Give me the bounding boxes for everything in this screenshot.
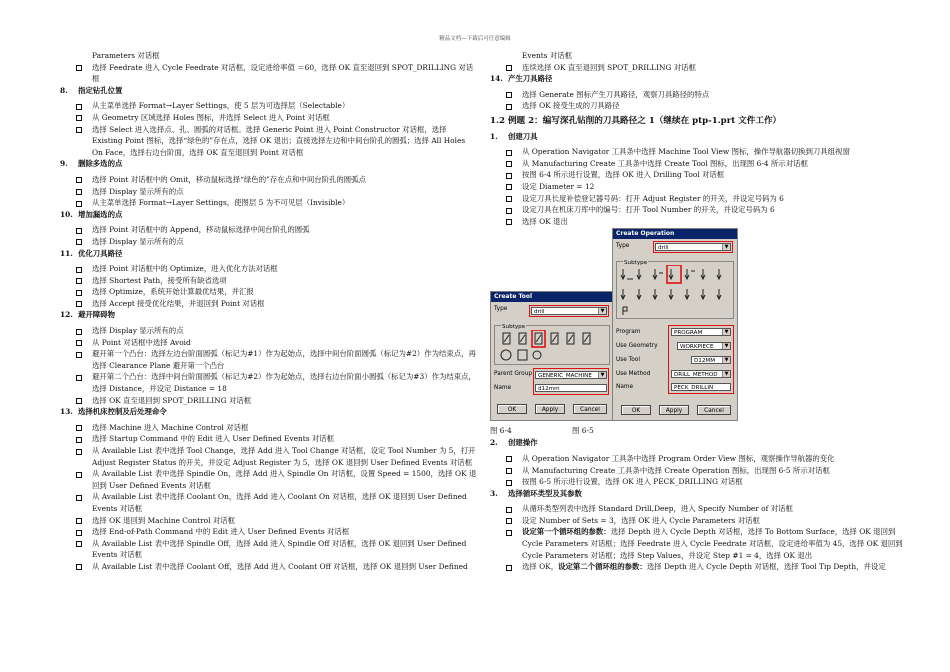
type-label: Type [494, 306, 508, 313]
item-text: 按图 6-5 所示进行设置，选择 OK 进入 PECK_DRILLING 对话框 [522, 477, 743, 487]
highlight-box [529, 305, 609, 317]
type-label: Type [616, 243, 630, 250]
bullet-item [60, 422, 478, 434]
item-text: 选择 Display 显示所有的点 [92, 186, 184, 196]
geometry-select[interactable]: WORKPIECE ▼ [677, 342, 731, 350]
item-text: 从主菜单选择 Format→Layer Settings，使 5 层为可选择层（Selectable） [92, 101, 350, 111]
figures-area [490, 227, 910, 425]
chevron-down-icon: ▼ [722, 357, 730, 363]
program-label: Program [616, 329, 641, 336]
section-heading [490, 131, 910, 143]
bullet-item [60, 174, 478, 186]
bullet-item [60, 275, 478, 287]
bullet-item [490, 465, 910, 477]
parent-group-label: Parent Group [494, 371, 533, 378]
item-text: 选择 Accept 接受优化结果，并退回到 Point 对话框 [92, 298, 265, 308]
bullet-item [60, 468, 478, 491]
item-text: 从 Available List 表中选择 Coolant Off，选择 Add 进入 Coolant Off 对话框，选择 OK 退回到 User Defined [92, 561, 468, 571]
bullet-item [490, 216, 910, 228]
name-label: Name [616, 384, 634, 391]
bullet-item [60, 124, 478, 159]
bullet-item [490, 89, 910, 101]
section-number: 14. [490, 74, 503, 84]
cancel-button[interactable]: Cancel [697, 405, 731, 415]
item-prefix: 选择 OK， [522, 562, 559, 572]
section-heading [490, 488, 910, 500]
item-bold-prefix: 设定第一个循环组的参数： [522, 527, 611, 537]
dialog-title: Create Tool [491, 292, 613, 302]
bullet-item [60, 186, 478, 198]
tool-select[interactable]: D12MM ▼ [691, 356, 731, 364]
create-operation-dialog [612, 228, 738, 421]
section-number: 9. [60, 159, 68, 169]
item-text: 从循环类型列表中选择 Standard Drill,Deep，进入 Specify Number of 对话框 [522, 504, 793, 514]
right-top-text [490, 50, 910, 227]
subtype-label: Subtype [501, 322, 526, 334]
item-text: 从 Geometry 区域选择 Holes 图标，并选择 Select 进入 Point 对话框 [92, 112, 330, 122]
bullet-item [60, 371, 478, 394]
paragraph-continuation: Parameters 对话框 [92, 51, 160, 60]
section-title: 产生刀具路径 [508, 74, 553, 84]
item-text: 从 Manufacturing Create 工具条中选择 Create Tool 图标，出现图 6-4 所示对话框 [522, 158, 808, 168]
bullet-item [490, 204, 910, 216]
item-text: 选择 Feedrate 进入 Cycle Feedrate 对话框，设定进给率值 ＝60，选择 OK 直至退回到 SPOT_DRILLING 对话框 [92, 62, 474, 84]
item-text: 设定 Diameter = 12 [522, 181, 595, 191]
section-heading [60, 248, 478, 260]
dialog-title: Create Operation [613, 229, 737, 239]
bullet-item [490, 453, 910, 465]
bullet-item [60, 100, 478, 112]
bullet-item [490, 193, 910, 205]
bullet-item [490, 503, 910, 515]
item-text: 选择 Generate 图标产生刀具路径，观察刀具路径的特点 [522, 89, 710, 99]
caption-fig-6-5: 图 6-5 [572, 426, 594, 436]
section-number: 1. [490, 131, 498, 141]
item-text: 从 Available List 表中选择 Spindle On，选择 Add 进入 Spindle On 对话框，设置 Speed = 1500，选择 OK 退回到 User Defined Events 对话框 [92, 469, 477, 490]
bullet-item [60, 298, 478, 310]
highlight-box [653, 241, 733, 253]
bullet-item [60, 263, 478, 275]
chevron-down-icon: ▼ [722, 343, 730, 349]
bullet-item [60, 433, 478, 445]
item-text: 选择 Point 对话框中的 Omit，移动鼠标选择“绿色的”存在点和中间台阶孔的圆弧点 [92, 174, 366, 184]
item-text: 选择 OK 退出 [522, 216, 568, 226]
item-text: 选择 OK 退回到 Machine Control 对话框 [92, 515, 236, 525]
left-column [60, 50, 478, 573]
apply-button[interactable]: Apply [659, 405, 689, 415]
bullet-item [60, 491, 478, 514]
item-text: 选择 Depth 进入 Cycle Depth 对话框，选择 To Bottom Surface，选择 OK 退回到 Cycle Parameters 对话框；选择 Feedrate 进入 Cycle Feedrate 对话框，设定进给率值为 45，选择 OK 退回到 Cycle Parameters 对话框；选择 Step Values，并设定 Step #1 = 4，选择 OK 退出 [522, 527, 903, 560]
highlight-box [533, 368, 609, 395]
bullet-item [60, 197, 478, 209]
item-text: 从 Manufacturing Create 工具条中选择 Create Operation 图标，出现图 6-5 所示对话框 [522, 465, 830, 475]
bullet-item [490, 169, 910, 181]
section-title: 创建操作 [508, 438, 538, 448]
section-title: 选择机床控制及后处理命令 [78, 407, 167, 417]
item-text: 从 Point 对话框中选择 Avoid [92, 337, 191, 347]
bullet-item [60, 395, 478, 407]
section-heading [490, 73, 910, 85]
item-text: 选择 Depth 进入 Cycle Depth 对话框，选择 Tool Tip Depth，并设定 [646, 562, 886, 572]
bullet-item [490, 476, 910, 488]
section-number: 10. [60, 209, 73, 219]
bullet-item [60, 112, 478, 124]
name-label: Name [494, 385, 512, 392]
item-text: 选择 Display 显示所有的点 [92, 326, 184, 336]
parent-group-select[interactable]: GENERIC_MACHINE ▼ [535, 371, 607, 379]
section-title: 选择循环类型及其参数 [508, 488, 582, 498]
item-text: 选择 Machine 进入 Machine Control 对话框 [92, 422, 249, 432]
section-number: 8. [60, 85, 68, 95]
bullet-item [490, 181, 910, 193]
chevron-down-icon: ▼ [722, 329, 730, 335]
section-title: 避开障碍物 [78, 310, 115, 320]
item-text: 选择 Startup Command 中的 Edit 进入 User Defined Events 对话框 [92, 434, 335, 444]
item-text: 选择 Optimize，系统开始计算最优结果，并汇报 [92, 287, 254, 297]
bullet-item [60, 526, 478, 538]
item-text: 从 Available List 表中选择 Spindle Off，选择 Add 进入 Spindle Off 对话框，选择 OK 退回到 User Defined Events 对话框 [92, 538, 467, 560]
item-text: 从主菜单选择 Format→Layer Settings，使图层 5 为不可见层（Invisible） [92, 198, 350, 208]
bullet-item [490, 526, 910, 561]
chevron-down-icon: ▼ [722, 371, 730, 377]
highlight-box [668, 325, 734, 394]
bullet-item [490, 158, 910, 170]
bullet-item [490, 100, 910, 112]
chapter-heading: 1.2 例题 2：编写深孔钻削的刀具路径之 1（继续在 ptp-1.prt 文件工作） [490, 115, 782, 126]
section-heading [60, 309, 478, 321]
bullet-item [60, 286, 478, 298]
item-text: 选择 OK 接受生成的刀具路径 [522, 101, 620, 111]
figure-captions [490, 425, 910, 437]
item-text: 选择 Select 进入选择点、孔、圆弧的对话框。选择 Generic Point 进入 Point Constructor 对话框，选择 Existing Point 图标，选择“绿色的”存在点，选择 OK 退出；直接选择左边和中间台阶孔的圆弧；选择 All Holes On Face，选择右边台阶面，选择 OK 直至退回到 Point 对话框 [92, 124, 466, 157]
bullet-item [490, 62, 910, 74]
subtype-label: Subtype [623, 258, 648, 270]
bullet-item [490, 146, 910, 158]
item-text: 从 Available List 表中选择 Tool Change，选择 Add 进入 Tool Change 对话框，设定 Tool Number 为 5，打开 Adjust Register Status 的开关，并设定 Adjust Register 为 5，选择 OK 退回到 User Defined Events 对话框 [92, 446, 476, 467]
section-title: 优化刀具路径 [78, 248, 123, 258]
bullet-item [60, 445, 478, 468]
item-text: 避开第二个凸台：选择中间台阶面圆弧（标记为#2）作为起始点，选择右边台阶面小圆弧（标记为#3）作为结束点，选择 Distance，并设定 Distance = 18 [92, 372, 476, 394]
section-title: 创建刀具 [508, 131, 538, 141]
bullet-item [60, 538, 478, 561]
section-title: 指定钻孔位置 [78, 85, 123, 95]
item-text: 选择 Shortest Path，接受所有缺省选项 [92, 275, 227, 285]
item-text: 避开第一个凸台：选择左边台阶面圆弧（标记为#1）作为起始点，选择中间台阶面圆弧（标记为#2）作为结束点，再选择 Clearance Plane 避开第一个凸台 [92, 349, 476, 370]
bullet-item [60, 62, 478, 85]
section-heading [60, 209, 478, 221]
operation-subtype-icons [619, 265, 733, 317]
section-number: 12. [60, 310, 73, 320]
section-heading [60, 158, 478, 170]
paragraph-continuation: Events 对话框 [522, 51, 572, 60]
item-text: 选择 Display 显示所有的点 [92, 236, 184, 246]
program-select[interactable]: PROGRAM ▼ [671, 328, 731, 336]
chevron-down-icon: ▼ [598, 372, 606, 378]
bullet-item [490, 515, 910, 527]
use-geometry-label: Use Geometry [616, 343, 658, 350]
create-tool-dialog [490, 291, 614, 421]
section-number: 11. [60, 248, 73, 258]
cancel-button[interactable]: Cancel [573, 404, 607, 414]
bullet-item [60, 337, 478, 349]
section-number: 13. [60, 407, 73, 417]
subtype-icons [499, 330, 607, 364]
item-text: 选择 Point 对话框中的 Append，移动鼠标选择中间台阶孔的圆弧 [92, 225, 310, 235]
section-title: 增加漏选的点 [78, 209, 123, 219]
ok-button[interactable]: OK [497, 404, 527, 414]
section-heading [490, 437, 910, 449]
item-text: 从 Operation Navigator 工具条中选择 Program Order View 图标，观察操作导航器的变化 [522, 453, 835, 463]
caption-fig-6-4: 图 6-4 [490, 426, 512, 436]
item-text: 连续选择 OK 直至退回到 SPOT_DRILLING 对话框 [522, 62, 696, 72]
page-header: 精品文档---下载后可任意编辑 [439, 36, 511, 42]
section-number: 2. [490, 438, 498, 448]
tool-name-input[interactable]: d12mm [535, 384, 607, 392]
bullet-item [60, 236, 478, 248]
item-text: 按图 6-4 所示进行设置，选择 OK 进入 Drilling Tool 对话框 [522, 170, 725, 180]
drill-operation-icon [621, 269, 721, 315]
item-text: 设定 Number of Sets = 3，选择 OK 进入 Cycle Parameters 对话框 [522, 515, 760, 525]
bullet-item [490, 561, 910, 573]
bullet-item [60, 515, 478, 527]
item-text: 从 Available List 表中选择 Coolant On，选择 Add 进入 Coolant On 对话框，选择 OK 退回到 User Defined Events 对话框 [92, 492, 467, 513]
item-text: 选择 End-of-Path Command 中的 Edit 进入 User Defined Events 对话框 [92, 527, 350, 537]
chevron-down-icon: ▼ [722, 244, 730, 250]
ok-button[interactable]: OK [621, 405, 651, 415]
item-text: 选择 OK 直至退回到 SPOT_DRILLING 对话框 [92, 395, 252, 405]
right-column [490, 50, 910, 573]
operation-name-input[interactable]: PECK_DRILLIN [671, 383, 731, 391]
section-number: 3. [490, 488, 498, 498]
use-method-label: Use Method [616, 371, 651, 378]
type-select[interactable]: drill ▼ [655, 243, 731, 251]
chevron-down-icon: ▼ [598, 308, 606, 314]
item-text: 设定刀具在机床刀库中的编号：打开 Tool Number 的开关，并设定号码为 6 [522, 205, 775, 215]
apply-button[interactable]: Apply [535, 404, 565, 414]
use-tool-label: Use Tool [616, 357, 640, 364]
right-bottom-text [490, 437, 910, 573]
bullet-item [60, 224, 478, 236]
item-text: 从 Operation Navigator 工具条中选择 Machine Tool View 图标，操作导航器切换到刀具组视窗 [522, 147, 850, 157]
bullet-item [60, 561, 478, 573]
type-select[interactable]: drill ▼ [531, 307, 607, 315]
section-heading [60, 406, 478, 418]
section-title: 删除多选的点 [78, 159, 123, 169]
item-bold-prefix: 设定第二个循环组的参数： [558, 562, 647, 572]
bullet-item [60, 348, 478, 371]
section-heading [60, 85, 478, 97]
method-select[interactable]: DRILL_METHOD ▼ [671, 370, 731, 378]
item-text: 设定刀具长度补偿登记器号码：打开 Adjust Register 的开关，并设定号码为 6 [522, 193, 784, 203]
item-text: 选择 Point 对话框中的 Optimize，进入优化方法对话框 [92, 264, 278, 274]
bullet-item [60, 325, 478, 337]
